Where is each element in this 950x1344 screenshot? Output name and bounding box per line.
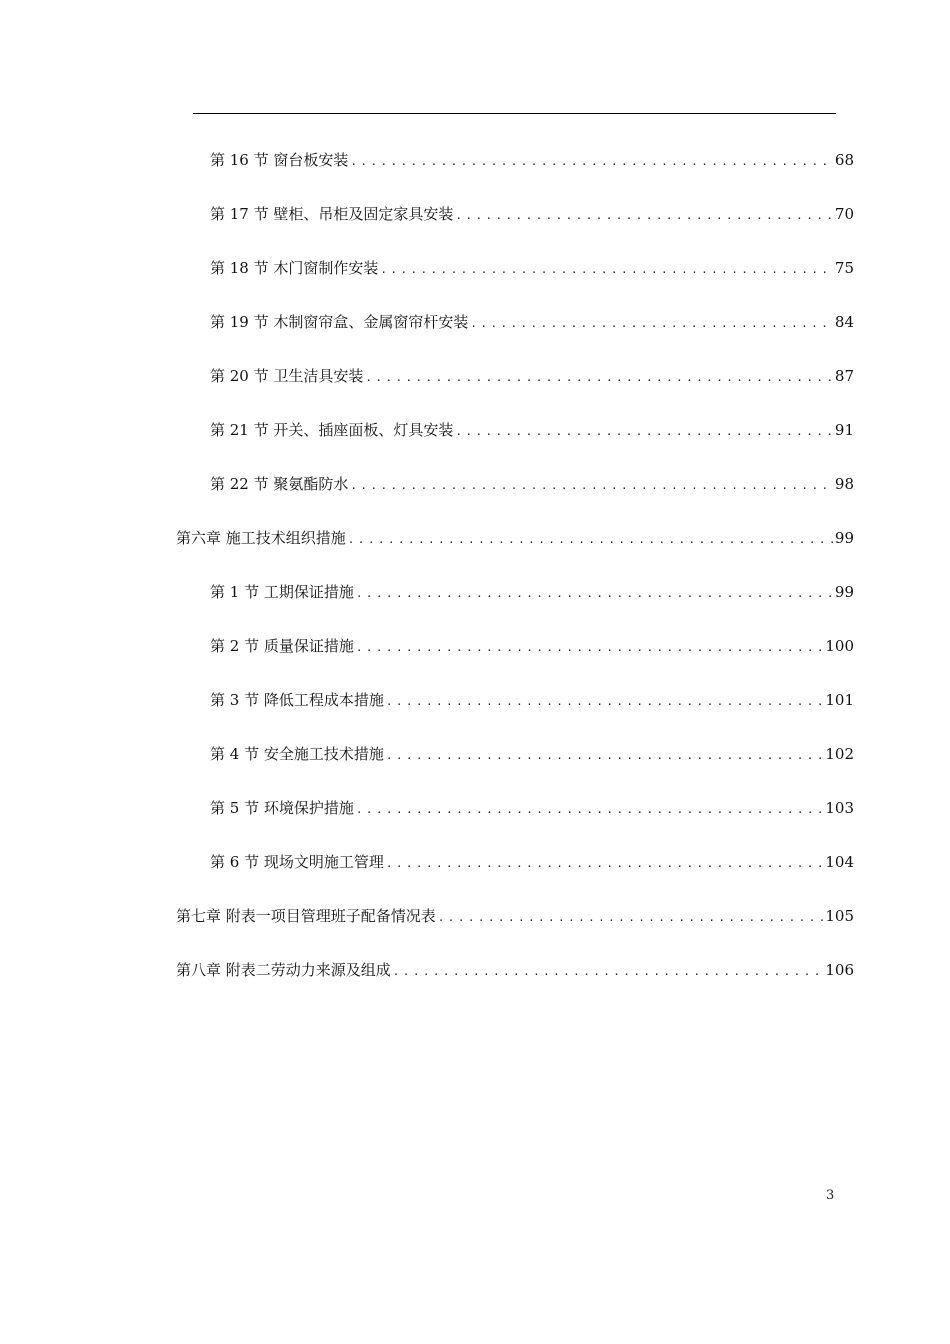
toc-entry-label: 第 4 节 安全施工技术措施: [210, 745, 384, 763]
toc-dot-leader: [380, 258, 833, 282]
toc-entry-label: 第 6 节 现场文明施工管理: [210, 853, 384, 871]
toc-dot-leader: [356, 582, 833, 606]
toc-entry-page: 104: [825, 853, 854, 871]
toc-entry[interactable]: [210, 688, 854, 712]
page-number: 3: [826, 1188, 835, 1203]
toc-entry[interactable]: [210, 580, 854, 604]
toc-entry[interactable]: [210, 310, 854, 334]
toc-entry-label: 第 2 节 质量保证措施: [210, 637, 354, 655]
toc-entry-label: 第 1 节 工期保证措施: [210, 583, 354, 601]
toc-chapter-entry[interactable]: [176, 958, 854, 982]
toc-dot-leader: [455, 420, 833, 444]
toc-dot-leader: [350, 150, 833, 174]
toc-entry-label: 第 17 节 壁柜、吊柜及固定家具安装: [210, 205, 454, 223]
toc-entry-page: 99: [834, 583, 854, 601]
toc-entry-page: 99: [834, 529, 854, 547]
toc-entry-page: 105: [825, 907, 854, 925]
toc-entry[interactable]: [210, 796, 854, 820]
toc-entry[interactable]: [210, 364, 854, 388]
toc-dot-leader: [356, 636, 824, 660]
toc-entry[interactable]: [210, 472, 854, 496]
toc-entry-label: 第 21 节 开关、插座面板、灯具安装: [210, 421, 454, 439]
toc-entry-label: 第 20 节 卫生洁具安装: [210, 367, 364, 385]
toc-entry-label: 第 22 节 聚氨酯防水: [210, 475, 349, 493]
toc-dot-leader: [350, 474, 833, 498]
toc-dot-leader: [393, 960, 824, 984]
toc-entry-page: 98: [834, 475, 854, 493]
toc-dot-leader: [438, 906, 824, 930]
toc-dot-leader: [386, 690, 824, 714]
toc-entry-page: 103: [825, 799, 854, 817]
toc-entry-page: 102: [825, 745, 854, 763]
toc-entry[interactable]: [210, 148, 854, 172]
toc-entry[interactable]: [210, 742, 854, 766]
toc-dot-leader: [386, 744, 824, 768]
toc-entry-page: 84: [834, 313, 854, 331]
toc-entry-label: 第七章 附表一项目管理班子配备情况表: [176, 907, 436, 925]
header-rule: [193, 113, 836, 114]
toc-entry[interactable]: [210, 634, 854, 658]
toc-entry-page: 70: [834, 205, 854, 223]
toc-dot-leader: [365, 366, 833, 390]
toc-dot-leader: [386, 852, 824, 876]
toc-entry-page: 68: [834, 151, 854, 169]
toc-entry-page: 91: [834, 421, 854, 439]
toc-entry-label: 第 19 节 木制窗帘盒、金属窗帘杆安装: [210, 313, 469, 331]
toc-dot-leader: [348, 528, 833, 552]
toc-entry-page: 101: [825, 691, 854, 709]
toc-entry-label: 第 3 节 降低工程成本措施: [210, 691, 384, 709]
toc-entry-label: 第六章 施工技术组织措施: [176, 529, 346, 547]
toc-entry-page: 106: [825, 961, 854, 979]
toc-entry[interactable]: [210, 850, 854, 874]
toc-entry-page: 87: [834, 367, 854, 385]
toc-entry-page: 75: [834, 259, 854, 277]
toc-entry[interactable]: [210, 418, 854, 442]
toc-entry[interactable]: [210, 256, 854, 280]
toc-chapter-entry[interactable]: [176, 904, 854, 928]
toc-entry-label: 第 5 节 环境保护措施: [210, 799, 354, 817]
toc-chapter-entry[interactable]: [176, 526, 854, 550]
toc-dot-leader: [455, 204, 833, 228]
toc-entry-page: 100: [825, 637, 854, 655]
toc-entry[interactable]: [210, 202, 854, 226]
toc-entry-label: 第 18 节 木门窗制作安装: [210, 259, 379, 277]
toc-dot-leader: [470, 312, 833, 336]
toc-entry-label: 第 16 节 窗台板安装: [210, 151, 349, 169]
toc-dot-leader: [356, 798, 824, 822]
toc-entry-label: 第八章 附表二劳动力来源及组成: [176, 961, 391, 979]
